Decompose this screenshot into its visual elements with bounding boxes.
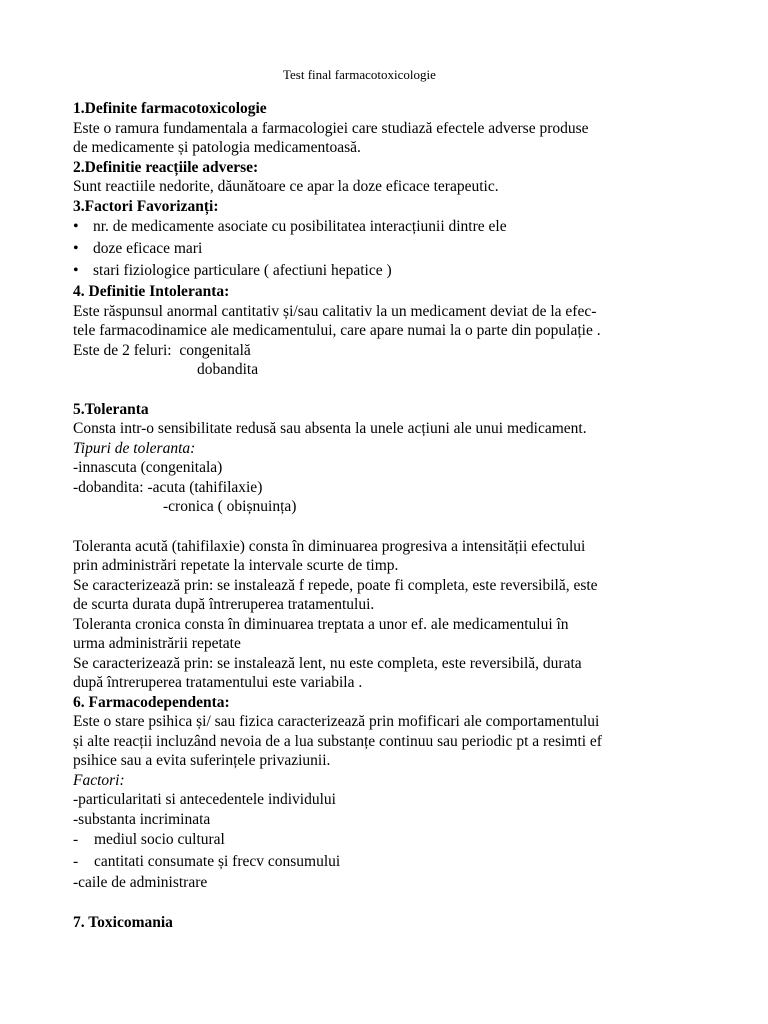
section-4-heading: 4. Definitie Intoleranta: — [73, 283, 230, 300]
factor-text: mediul socio cultural — [94, 831, 225, 848]
section-2-line: Sunt reactiile nedorite, dăunătoare ce apar la doze eficace terapeutic. — [73, 178, 499, 195]
section-5-paragraph-line: Toleranta acută (tahifilaxie) consta în diminuarea progresiva a intensității efectului — [73, 537, 586, 555]
section-6-line: psihice sau a evita suferințele privaziunii. — [73, 752, 331, 769]
factor-item: -particularitati si antecedentele individului — [73, 791, 336, 808]
list-item-text: doze eficace mari — [93, 240, 203, 257]
factor-item — [73, 829, 713, 851]
section-5-heading: 5.Toleranta — [73, 400, 149, 418]
section-1-line: de medicamente și patologia medicamentoasă. — [73, 139, 361, 156]
section-6-heading: 6. Farmacodependenta: — [73, 693, 230, 711]
list-item-text: stari fiziologice particulare ( afectiuni hepatice ) — [93, 262, 392, 279]
section-1-line: Este o ramura fundamentala a farmacologiei care studiază efectele adverse produse — [73, 119, 589, 137]
tolerance-type: -innascuta (congenitala) — [73, 459, 223, 476]
section-5-line: Consta intr-o sensibilitate redusă sau absenta la unele acțiuni ale unui medicament. — [73, 420, 587, 437]
factor-item — [73, 851, 713, 873]
factor-item: -caile de administrare — [73, 874, 208, 891]
section-5-paragraph-line: de scurta durata după întreruperea tratamentului. — [73, 596, 375, 613]
section-5-paragraph-line: Se caracterizează prin: se instalează f repede, poate fi completa, este reversibilă, este — [73, 576, 598, 594]
section-5-subheading: Tipuri de toleranta: — [73, 439, 196, 457]
document-title: Test final farmacotoxicologie — [283, 67, 436, 82]
section-4-types-2: dobandita — [197, 361, 259, 378]
dash-mark: - — [73, 831, 79, 848]
section-5-paragraph-line: Toleranta cronica consta în diminuarea treptata a unor ef. ale medicamentului în — [73, 615, 569, 633]
section-5-paragraph-line: urma administrării repetate — [73, 635, 241, 652]
bullet-icon: • — [73, 240, 79, 257]
spacer — [73, 380, 713, 400]
bullet-icon: • — [73, 262, 79, 279]
list-item — [73, 260, 713, 282]
section-6-line: Este o stare psihica și/ sau fizica caracterizează prin mofificari ale comportamentului — [73, 713, 600, 730]
tolerance-type: -dobandita: -acuta (tahifilaxie) — [73, 478, 263, 496]
spacer — [73, 517, 713, 537]
factor-text: cantitati consumate și frecv consumului — [94, 853, 341, 870]
section-6-subheading: Factori: — [73, 771, 125, 789]
tolerance-type: -cronica ( obișnuința) — [163, 498, 297, 515]
section-4-types: Este de 2 feluri: congenitală — [73, 341, 251, 359]
list-item — [73, 238, 713, 260]
list-item-text: nr. de medicamente asociate cu posibilitatea interacțiunii dintre ele — [93, 218, 507, 235]
factor-item: -substanta incriminata — [73, 810, 211, 828]
section-5-paragraph-line: prin administrări repetate la intervale scurte de timp. — [73, 557, 399, 574]
section-5-paragraph-line: Se caracterizează prin: se instalează lent, nu este completa, este reversibilă, durata — [73, 654, 582, 672]
section-6-line: și alte reacții incluzând nevoia de a lua substanțe continuu sau periodic pt a resimti ef — [73, 732, 602, 750]
section-2-heading: 2.Definitie reacțiile adverse: — [73, 158, 259, 176]
section-4-line: tele farmacodinamice ale medicamentului, care apare numai la o parte din populație . — [73, 322, 601, 339]
section-7-heading: 7. Toxicomania — [73, 913, 173, 931]
bullet-icon: • — [73, 218, 79, 235]
section-4-line: Este răspunsul anormal cantitativ și/sau calitativ la un medicament deviat de la efec- — [73, 302, 597, 320]
section-3-heading: 3.Factori Favorizanți: — [73, 197, 219, 215]
section-5-paragraph-line: după întreruperea tratamentului este variabila . — [73, 674, 363, 691]
dash-mark: - — [73, 853, 79, 870]
list-item — [73, 216, 713, 238]
spacer — [73, 893, 713, 913]
section-1-heading: 1.Definite farmacotoxicologie — [73, 100, 267, 117]
document-body — [73, 99, 713, 932]
